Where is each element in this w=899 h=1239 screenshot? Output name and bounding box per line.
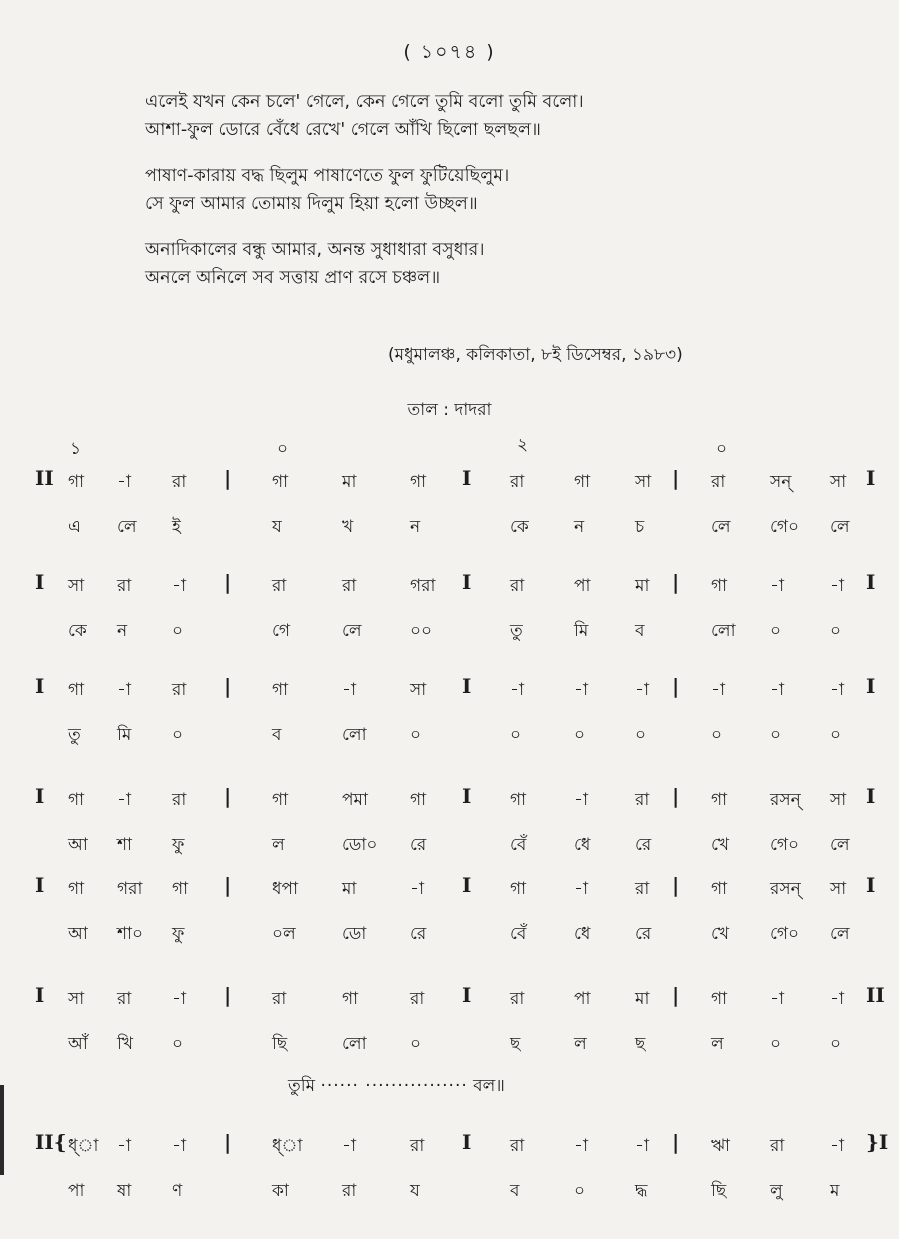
note: -া: [410, 879, 424, 899]
division-barline: |: [672, 570, 680, 594]
note: পা: [574, 989, 591, 1009]
lyric-syllable: ০: [410, 1034, 422, 1054]
note: ধপা: [272, 879, 298, 899]
lyric-syllable: ব: [510, 1181, 520, 1201]
lyric-syllable: লো: [342, 1034, 367, 1054]
close-barline: I: [866, 873, 876, 897]
lyric-syllable: লে: [830, 517, 850, 537]
note: -া: [770, 989, 784, 1009]
division-barline: |: [224, 784, 232, 808]
note: গরা: [410, 576, 436, 596]
open-barline: I: [35, 784, 45, 808]
note: গা: [510, 879, 527, 899]
note: ঋা: [711, 1136, 730, 1156]
page-number: ( ১০৭৪ ): [403, 41, 496, 63]
open-barline: I: [35, 983, 45, 1007]
note: সা: [830, 879, 847, 899]
note: গা: [410, 472, 427, 492]
note: -া: [830, 989, 844, 1009]
note: মা: [342, 472, 357, 492]
note: গা: [711, 576, 728, 596]
note: -া: [635, 680, 649, 700]
refrain-dots: ······ ················: [320, 1076, 468, 1096]
division-barline: |: [224, 1130, 232, 1154]
refrain-end: বল॥: [473, 1076, 505, 1096]
lyric-syllable: ল: [711, 1034, 724, 1054]
note: রা: [342, 576, 357, 596]
note: -া: [172, 576, 186, 596]
lyric-syllable: লে: [830, 835, 850, 855]
lyric-syllable: ন: [574, 517, 585, 537]
lyric-syllable: ন: [117, 621, 128, 641]
note: -া: [117, 472, 131, 492]
note: গা: [272, 472, 289, 492]
lyric-syllable: ছ: [635, 1034, 646, 1054]
note: গা: [68, 472, 85, 492]
lyric-syllable: কে: [510, 517, 529, 537]
lyric-syllable: গে০: [770, 517, 800, 537]
open-barline: II{: [35, 1130, 67, 1154]
note: গা: [272, 680, 289, 700]
lyric-syllable: ০: [172, 1034, 184, 1054]
beat-marker: ২: [517, 435, 529, 455]
lyric-syllable: ০: [635, 725, 647, 745]
beat-barline: I: [462, 466, 472, 490]
lyric-syllable: ল: [574, 1034, 587, 1054]
lyric-syllable: ০০: [410, 621, 433, 641]
lyric-syllable: ০: [574, 1181, 586, 1201]
note: গা: [574, 472, 591, 492]
lyric-syllable: ল: [272, 835, 285, 855]
note: গা: [272, 790, 289, 810]
close-barline: I: [866, 570, 876, 594]
lyric-syllable: ০: [830, 725, 842, 745]
beat-barline: I: [462, 784, 472, 808]
note: গা: [342, 989, 359, 1009]
note: -া: [510, 680, 524, 700]
note: -া: [770, 680, 784, 700]
note: গরা: [117, 879, 143, 899]
lyric-syllable: আঁ: [68, 1034, 88, 1054]
note: গা: [172, 879, 189, 899]
note: গা: [68, 680, 85, 700]
lyric-syllable: বেঁ: [510, 924, 527, 944]
lyric-syllable: ষা: [117, 1181, 132, 1201]
lyric-syllable: লে: [830, 924, 850, 944]
note: রা: [172, 680, 187, 700]
lyric-syllable: শা: [117, 835, 132, 855]
lyric-syllable: ০: [770, 1034, 782, 1054]
lyric-syllable: ব: [635, 621, 645, 641]
lyric-syllable: ই: [172, 517, 181, 537]
lyric-syllable: শা০: [117, 924, 144, 944]
refrain-start: তুমি: [288, 1076, 316, 1096]
note: পা: [574, 576, 591, 596]
division-barline: |: [224, 983, 232, 1007]
lyric-syllable: রে: [635, 924, 652, 944]
lyric-syllable: রা: [342, 1181, 357, 1201]
poem: [145, 88, 845, 292]
note: রা: [510, 472, 525, 492]
note: মা: [635, 576, 650, 596]
note: ধ্া: [272, 1136, 303, 1156]
note: -া: [342, 680, 356, 700]
lyric-syllable: ম: [830, 1181, 840, 1201]
close-barline: }I: [866, 1130, 889, 1154]
note: রা: [770, 1136, 785, 1156]
lyric-syllable: খে: [711, 835, 730, 855]
lyric-syllable: দ্ধ: [635, 1181, 648, 1201]
lyric-syllable: ছি: [272, 1034, 288, 1054]
note: গা: [68, 879, 85, 899]
lyric-syllable: ব: [272, 725, 282, 745]
poem-line: এলেই যখন কেন চলে' গেলে, কেন গেলে তুমি বলো তুমি বলো।: [145, 92, 584, 112]
note: রা: [510, 1136, 525, 1156]
lyric-syllable: চ: [635, 517, 645, 537]
note: -া: [172, 989, 186, 1009]
lyric-syllable: ০: [172, 621, 184, 641]
note: সন্: [770, 472, 792, 492]
note: ধ্া: [68, 1136, 99, 1156]
note: রা: [172, 790, 187, 810]
lyric-syllable: খি: [117, 1034, 134, 1054]
citation: (মধুমালঞ্চ, কলিকাতা, ৮ই ডিসেম্বর, ১৯৮৩): [388, 345, 683, 365]
lyric-syllable: তু: [510, 621, 523, 641]
beat-barline: I: [462, 1130, 472, 1154]
division-barline: |: [672, 784, 680, 808]
note: গা: [711, 790, 728, 810]
lyric-syllable: খে: [711, 924, 730, 944]
beat-barline: I: [462, 983, 472, 1007]
beat-marker: ১: [70, 439, 82, 459]
lyric-syllable: ০: [711, 725, 723, 745]
open-barline: I: [35, 873, 45, 897]
note: গা: [711, 879, 728, 899]
note: রা: [410, 1136, 425, 1156]
lyric-syllable: রে: [410, 924, 427, 944]
note: সা: [830, 790, 847, 810]
poem-line: অনলে অনিলে সব সত্তায় প্রাণ রসে চঞ্চল॥: [145, 268, 441, 288]
note: রা: [635, 790, 650, 810]
lyric-syllable: ০: [574, 725, 586, 745]
note: রা: [635, 879, 650, 899]
note: গা: [510, 790, 527, 810]
lyric-syllable: ফু: [172, 924, 185, 944]
note: সা: [410, 680, 427, 700]
note: -া: [574, 879, 588, 899]
lyric-syllable: লে: [117, 517, 137, 537]
lyric-syllable: কা: [272, 1181, 289, 1201]
note: -া: [830, 576, 844, 596]
note: -া: [172, 1136, 186, 1156]
lyric-syllable: ছি: [711, 1181, 727, 1201]
lyric-syllable: ফু: [172, 835, 185, 855]
lyric-syllable: রে: [635, 835, 652, 855]
lyric-syllable: মি: [117, 725, 132, 745]
poem-line: সে ফুল আমার তোমায় দিলুম হিয়া হলো উচ্ছল॥: [145, 194, 478, 214]
note: সা: [830, 472, 847, 492]
note: -া: [117, 1136, 131, 1156]
note: -া: [770, 576, 784, 596]
lyric-syllable: তু: [68, 725, 81, 745]
note: -া: [830, 680, 844, 700]
lyric-syllable: এ: [68, 517, 81, 537]
lyric-syllable: ০: [830, 621, 842, 641]
lyric-syllable: মি: [574, 621, 589, 641]
note: -া: [574, 680, 588, 700]
note: রা: [117, 989, 132, 1009]
note: রা: [117, 576, 132, 596]
note: গা: [711, 989, 728, 1009]
note: -া: [117, 790, 131, 810]
note: রা: [510, 576, 525, 596]
note: সা: [68, 576, 85, 596]
lyric-syllable: ধে: [574, 924, 591, 944]
note: সা: [68, 989, 85, 1009]
lyric-syllable: পা: [68, 1181, 85, 1201]
lyric-syllable: লো: [342, 725, 367, 745]
lyric-syllable: ০: [770, 621, 782, 641]
poem-line: অনাদিকালের বন্ধু আমার, অনন্ত সুধাধারা বসুধার।: [145, 240, 485, 260]
lyric-syllable: ডো০: [342, 835, 378, 855]
lyric-syllable: আ: [68, 835, 88, 855]
note: গা: [68, 790, 85, 810]
lyric-syllable: বেঁ: [510, 835, 527, 855]
lyric-syllable: ন: [410, 517, 421, 537]
note: সা: [635, 472, 652, 492]
refrain-line: [288, 1073, 505, 1101]
poem-line: আশা-ফুল ডোরে বেঁধে রেখে' গেলে আঁখি ছিলো ছলছল॥: [145, 120, 541, 140]
binding-mark: [0, 1085, 4, 1175]
lyric-syllable: ০: [510, 725, 522, 745]
division-barline: |: [672, 873, 680, 897]
beat-barline: I: [462, 570, 472, 594]
note: মা: [635, 989, 650, 1009]
lyric-syllable: ণ: [172, 1181, 183, 1201]
division-barline: |: [224, 466, 232, 490]
lyric-syllable: কে: [68, 621, 87, 641]
note: মা: [342, 879, 357, 899]
note: রসন্: [770, 790, 801, 810]
beat-barline: I: [462, 674, 472, 698]
division-barline: |: [224, 674, 232, 698]
lyric-syllable: লে: [342, 621, 362, 641]
close-barline: I: [866, 674, 876, 698]
note: রা: [711, 472, 726, 492]
division-barline: |: [672, 466, 680, 490]
lyric-syllable: ০ল: [272, 924, 296, 944]
note: -া: [117, 680, 131, 700]
note: রা: [510, 989, 525, 1009]
close-barline: I: [866, 466, 876, 490]
division-barline: |: [672, 983, 680, 1007]
division-barline: |: [224, 873, 232, 897]
note: -া: [711, 680, 725, 700]
lyric-syllable: আ: [68, 924, 88, 944]
lyric-syllable: গে০: [770, 924, 800, 944]
division-barline: |: [672, 1130, 680, 1154]
lyric-syllable: ০: [410, 725, 422, 745]
close-barline: I: [866, 784, 876, 808]
lyric-syllable: ডো: [342, 924, 367, 944]
lyric-syllable: লো: [711, 621, 736, 641]
open-barline: II: [35, 466, 54, 490]
beat-marker: ০: [716, 439, 728, 459]
lyric-syllable: লে: [711, 517, 731, 537]
lyric-syllable: য: [272, 517, 282, 537]
note: -া: [574, 1136, 588, 1156]
poem-line: পাষাণ-কারায় বদ্ধ ছিলুম পাষাণেতে ফুল ফুটিয়েছিলুম।: [145, 166, 510, 186]
lyric-syllable: লু: [770, 1181, 783, 1201]
beat-barline: I: [462, 873, 472, 897]
note: -া: [574, 790, 588, 810]
lyric-syllable: ০: [770, 725, 782, 745]
lyric-syllable: খ: [342, 517, 354, 537]
taal-heading: তাল : দাদরা: [407, 400, 492, 420]
lyric-syllable: য: [410, 1181, 420, 1201]
note: -া: [635, 1136, 649, 1156]
lyric-syllable: গে০: [770, 835, 800, 855]
lyric-syllable: ০: [830, 1034, 842, 1054]
lyric-syllable: গে: [272, 621, 291, 641]
close-barline: II: [866, 983, 885, 1007]
division-barline: |: [224, 570, 232, 594]
note: -া: [342, 1136, 356, 1156]
note: রা: [272, 989, 287, 1009]
note: রসন্: [770, 879, 801, 899]
lyric-syllable: ধে: [574, 835, 591, 855]
note: -া: [830, 1136, 844, 1156]
division-barline: |: [672, 674, 680, 698]
lyric-syllable: রে: [410, 835, 427, 855]
note: রা: [272, 576, 287, 596]
open-barline: I: [35, 674, 45, 698]
note: রা: [410, 989, 425, 1009]
lyric-syllable: ছ: [510, 1034, 521, 1054]
note: পমা: [342, 790, 368, 810]
beat-marker: ০: [277, 439, 289, 459]
open-barline: I: [35, 570, 45, 594]
lyric-syllable: ০: [172, 725, 184, 745]
note: রা: [172, 472, 187, 492]
note: গা: [410, 790, 427, 810]
